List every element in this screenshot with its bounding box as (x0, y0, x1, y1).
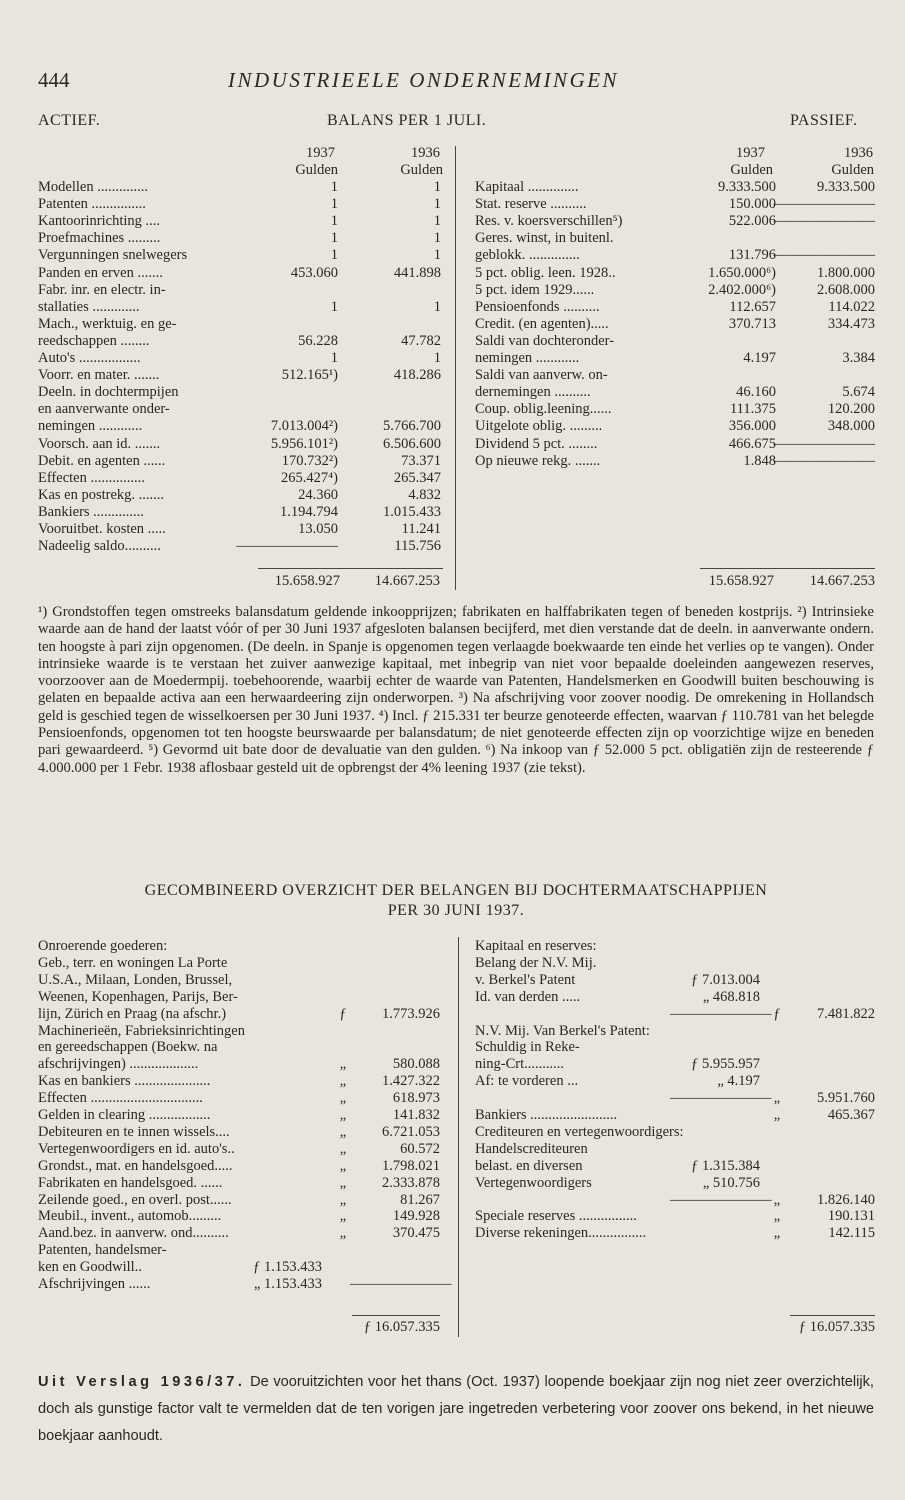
combined-left-row (0, 1242, 905, 1259)
combined-divider (458, 937, 459, 1337)
passief-row-label: Res. v. koersverschillen⁵) (475, 213, 623, 230)
actief-row-label: Auto's ................. (38, 350, 141, 366)
combined-left-label: Gelden in clearing ................. (38, 1107, 211, 1123)
actief-row-1936: 4.832 (408, 486, 441, 503)
combined-right-row (0, 1208, 905, 1225)
passief-row-1937: 111.375 (729, 401, 776, 418)
passief-row-1936: 5.674 (842, 384, 875, 401)
combined-right-row (0, 1192, 905, 1209)
combined-left-label: Meubil., invent., automob......... (38, 1208, 222, 1225)
report-heading: Uit Verslag 1936/37. (38, 1374, 246, 1390)
combined-right-label: Kapitaal en reserves: (475, 938, 597, 954)
actief-row-1936: 1 (433, 298, 441, 315)
actief-row-1937: ——————— (236, 538, 338, 555)
passief-row-1937: 466.675 (728, 435, 776, 452)
combined-right-row (0, 1107, 905, 1124)
balance-unit-header (0, 162, 905, 179)
combined-right-subamount: „ 4.197 (717, 1073, 760, 1090)
combined-right-row (0, 1006, 905, 1023)
passief-row-1937: 370.713 (728, 315, 776, 332)
passief-row-label: geblokk. .............. (475, 247, 580, 264)
combined-left-amount: 1.427.322 (382, 1073, 440, 1090)
actief-row-1936: 1 (433, 230, 441, 247)
actief-row-1936: 1 (433, 350, 441, 366)
combined-left-label: Kas en bankiers ..................... (38, 1073, 211, 1090)
combined-left-amount: 81.267 (400, 1191, 440, 1208)
passief-row (0, 436, 905, 453)
combined-right-currency: „ (773, 1191, 781, 1208)
combined-left-label: en gereedschappen (Boekw. na (38, 1039, 218, 1056)
combined-right-amount: 142.115 (828, 1225, 875, 1242)
combined-left-amount: 370.475 (392, 1225, 440, 1242)
combined-left-currency: „ (339, 1208, 347, 1225)
combined-right-amount: 1.826.140 (817, 1191, 875, 1208)
actief-row-1936: 441.898 (393, 264, 441, 281)
actief-row-1937: 1 (330, 179, 338, 195)
combined-right-subamount: ƒ 7.013.004 (691, 971, 760, 988)
passief-row (0, 367, 905, 384)
actief-row-1937: 512.165¹) (281, 367, 338, 384)
actief-row (0, 470, 905, 487)
actief-row-label: Mach., werktuig. en ge- (38, 315, 177, 332)
passief-total-1937: 15.658.927 (708, 573, 774, 589)
combined-left-label: U.S.A., Milaan, Londen, Brussel, (38, 971, 233, 988)
combined-left-currency: „ (339, 1191, 347, 1208)
passief-row (0, 350, 905, 367)
combined-title: GECOMBINEERD OVERZICHT DER BELANGEN BIJ DOCHTERMAATSCHAPPIJEN (144, 882, 768, 899)
actief-row-label: Deeln. in dochtermpijen (38, 384, 179, 401)
combined-right-row (0, 1225, 905, 1242)
combined-left-label: Weenen, Kopenhagen, Parijs, Ber- (38, 988, 238, 1005)
passief-year-1937: 1937 (736, 145, 765, 161)
combined-left-label: Zeilende goed., en overl. post...... (38, 1191, 232, 1208)
report-text: De vooruitzichten voor het thans (Oct. 1937) loopende boekjaar zijn nog niet zeer overzichtelijk, doch als gunstige factor valt te vermelden dat de ten vorigen jare ingetreden verbetering voor zoover ons bekend, in het nieuwe boekjaar aanhoudt. (38, 1374, 874, 1444)
actief-row-label: en aanverwante onder- (38, 401, 170, 418)
combined-right-label: Handelscrediteuren (475, 1140, 588, 1157)
combined-right-label: Speciale reserves ................ (475, 1208, 637, 1225)
passief-row-1937: 1.848 (743, 452, 776, 469)
combined-left-currency: „ (339, 1174, 347, 1191)
combined-right-row (0, 1073, 905, 1090)
passief-row-1936: ——————— (773, 247, 875, 264)
combined-right-amount: 190.131 (827, 1208, 875, 1225)
combined-left-amount: 149.928 (392, 1208, 440, 1225)
actief-row-1936: 1 (433, 196, 441, 213)
combined-left-amount: ——————— (350, 1276, 452, 1292)
actief-row-label: Kantoorinrichting .... (38, 213, 161, 230)
passief-row (0, 282, 905, 299)
actief-row-1936: 418.286 (393, 367, 441, 384)
combined-left-label: ken en Goodwill.. (38, 1259, 142, 1276)
actief-row-1936: 5.766.700 (383, 418, 441, 435)
actief-row-1937: 13.050 (298, 521, 338, 537)
combined-left-subamount: ƒ 1.153.433 (253, 1259, 322, 1276)
combined-right-row (0, 955, 905, 972)
passief-row (0, 247, 905, 264)
balance-year-header (0, 145, 905, 162)
actief-row-label: Vooruitbet. kosten ..... (38, 521, 166, 537)
combined-left-label: afschrijvingen) ................... (38, 1056, 199, 1073)
passief-row (0, 316, 905, 333)
actief-row-1936: 1 (433, 247, 441, 264)
passief-row-label: Pensioenfonds .......... (475, 298, 600, 315)
combined-left-label: Patenten, handelsmer- (38, 1242, 167, 1259)
actief-row-1937: 56.228 (298, 332, 338, 349)
combined-right-subamount: „ 510.756 (702, 1174, 760, 1191)
combined-left-amount: 60.572 (400, 1140, 440, 1157)
actief-row-label: nemingen ............ (38, 418, 143, 435)
combined-left-label: Aand.bez. in aanverw. ond.......... (38, 1225, 229, 1242)
passief-row (0, 179, 905, 196)
actief-row-label: Debit. en agenten ...... (38, 452, 166, 469)
combined-left-amount: 1.773.926 (382, 1005, 440, 1022)
combined-left-label: Vertegenwoordigers en id. auto's.. (38, 1140, 235, 1157)
combined-left-label: Fabrikaten en handelsgoed. ...... (38, 1174, 223, 1191)
passief-row-1936: 9.333.500 (817, 179, 875, 195)
passief-row-1937: 150.000 (728, 196, 776, 213)
passief-total-1936: 14.667.253 (809, 573, 875, 589)
passief-row-label: Credit. (en agenten)..... (475, 315, 609, 332)
passief-row-1936: 1.800.000 (817, 264, 875, 281)
passief-row-1937: 1.650.000⁶) (708, 264, 776, 281)
combined-right-subamount: ƒ 1.315.384 (691, 1157, 760, 1174)
passief-row-label: dernemingen .......... (475, 384, 591, 401)
combined-left-subamount: „ 1.153.433 (253, 1276, 322, 1292)
combined-left-currency: „ (339, 1157, 347, 1174)
actief-row-1937: 265.427⁴) (280, 469, 338, 486)
passief-row (0, 401, 905, 418)
combined-right-row (0, 972, 905, 989)
passief-row-1937: 131.796 (728, 247, 776, 264)
passief-row-label: Kapitaal .............. (475, 179, 579, 195)
combined-right-subamount: „ 468.818 (702, 988, 760, 1005)
combined-totals (0, 1319, 905, 1336)
combined-right-row (0, 1158, 905, 1175)
combined-left-currency: „ (339, 1056, 347, 1073)
actief-row-label: Kas en postrekg. ....... (38, 486, 165, 503)
actief-row-1937: 170.732²) (281, 452, 338, 469)
combined-right-label: belast. en diversen (475, 1157, 583, 1174)
combined-right-amount: 5.951.760 (817, 1090, 875, 1107)
actief-row-1936: 1 (433, 179, 441, 195)
actief-row-1937: 1 (330, 230, 338, 247)
passief-unit-1937: Gulden (730, 162, 773, 178)
actief-row-label: Fabr. inr. en electr. in- (38, 281, 166, 298)
combined-left-amount: 2.333.878 (382, 1174, 440, 1191)
combined-left-currency: „ (339, 1225, 347, 1242)
passief-row-label: Coup. oblig.leening...... (475, 401, 612, 418)
combined-left-amount: 1.798.021 (382, 1157, 440, 1174)
passief-row (0, 230, 905, 247)
actief-row-1937: 5.956.101²) (270, 435, 338, 452)
combined-right-currency: „ (773, 1090, 781, 1107)
actief-row (0, 521, 905, 538)
combined-left-currency: „ (339, 1123, 347, 1140)
combined-subtitle: PER 30 JUNI 1937. (387, 902, 525, 919)
actief-row-label: Proefmachines ......... (38, 230, 161, 247)
combined-left-amount: 6.721.053 (382, 1123, 440, 1140)
passief-row-label: 5 pct. oblig. leen. 1928.. (475, 264, 616, 281)
combined-left-currency: „ (339, 1073, 347, 1090)
actief-total-1936: 14.667.253 (374, 573, 440, 589)
passief-row-1937: 112.657 (729, 298, 776, 315)
combined-right-row (0, 1023, 905, 1040)
actief-row-1937: 24.360 (298, 486, 338, 503)
combined-right-label: Id. van derden ..... (475, 988, 581, 1005)
passief-row-1936: ——————— (773, 213, 875, 230)
actief-row-label: Bankiers .............. (38, 503, 144, 520)
passief-year-1936: 1936 (844, 145, 873, 161)
passief-row-1936: ——————— (773, 452, 875, 469)
combined-left-row (0, 1259, 905, 1276)
actief-row-label: Nadeelig saldo.......... (38, 538, 161, 555)
passief-row-label: Saldi van aanverw. on- (475, 367, 608, 384)
actief-row-1937: 1 (330, 196, 338, 213)
actief-row-1936: 115.756 (394, 538, 441, 555)
combined-right-row (0, 1090, 905, 1107)
combined-right-label: Af: te vorderen ... (475, 1073, 579, 1090)
actief-row-label: reedschappen ........ (38, 332, 150, 349)
actief-row-1936: 1 (433, 213, 441, 230)
combined-right-label: Schuldig in Reke- (475, 1039, 580, 1056)
actief-row-1936: 6.506.600 (383, 435, 441, 452)
actief-row-1936: 11.241 (401, 521, 441, 537)
passief-row-1936: 114.022 (828, 298, 875, 315)
passief-row-1936: ——————— (773, 196, 875, 213)
combined-right-currency: „ (773, 1107, 781, 1123)
combined-right-amount: 465.367 (827, 1107, 875, 1123)
combined-left-row (0, 1276, 905, 1293)
passief-row-1937: 4.197 (743, 350, 776, 366)
passief-row-label: nemingen ............ (475, 350, 580, 366)
passief-row-label: Geres. winst, in buitenl. (475, 230, 614, 247)
combined-total-left: ƒ 16.057.335 (363, 1319, 440, 1335)
footnotes: ¹) Grondstoffen tegen omstreeks balansdatum geldende inkoopprijzen; fabrikaten en halffabrikaten tegen of beneden kostprijs. ²) Intrinsieke waarde aan de hand der laatst vóór of per 30 Juni 1937 afgesloten balansen becijferd, met dien verstande dat de deeln. in aanverwante ondern. ten hoogste à pari zijn opgenomen. (De deeln. in Spanje is opgenomen tegen verlaagde boekwaarde ten einde het verlies op te vangen). Onder intrinsieke waarde is te verstaan het zuiver aanwezige kapitaal, met inbegrip van niet voor bepaalde doeleinden aangewezen reserves, voorzoover aan de Moedermpij. toebehoorende, waarbij echter de waarde van Patenten, Handelsmerken en Goodwill buiten beschouwing is gelaten en bepaalde activa aan een herwaardeering zijn onderworpen. ³) Na afschrijving voor zoover noodig. De omrekening in Hollandsch geld is geschied tegen de wisselkoersen per 30 Juni 1937. ⁴) Incl. ƒ 215.331 ter beurze genoteerde effecten, waarvan ƒ 110.781 van het belegde Pensioenfonds, opgenomen tot ten hoogste beurswaarde per balansdatum; de niet genoteerde effecten zijn op voorzichtige wijze en beneden pari gewaardeerd. ⁵) Gevormd uit bate door de devaluatie van den gulden. ⁶) Na inkoop van ƒ 52.000 5 pct. obligatiën zijn de resteerende ƒ 4.000.000 per 1 Febr. 1938 aflosbaar gesteld uit de opbrengst der 4% leening 1937 (zie tekst). (38, 604, 874, 776)
combined-right-row (0, 1056, 905, 1073)
passief-row-1937: 356.000 (728, 418, 776, 435)
page-title: INDUSTRIEELE ONDERNEMINGEN (228, 68, 620, 92)
actief-row (0, 538, 905, 555)
passief-row-1936: ——————— (773, 435, 875, 452)
actief-row-1937: 1 (330, 213, 338, 230)
passief-row-1937: 9.333.500 (718, 179, 776, 195)
combined-left-label: Grondst., mat. en handelsgoed..... (38, 1157, 233, 1174)
combined-right-label: Belang der N.V. Mij. (475, 954, 597, 971)
combined-right-row (0, 989, 905, 1006)
passief-row (0, 265, 905, 282)
combined-right-row (0, 1039, 905, 1056)
actief-row-1937: 1 (330, 298, 338, 315)
actief-row-1937: 453.060 (290, 264, 338, 281)
passief-row (0, 213, 905, 230)
actief-row-label: stallaties ............. (38, 298, 140, 315)
passief-row-1937: 522.006 (728, 213, 776, 230)
actief-row-label: Voorsch. aan id. ....... (38, 435, 161, 452)
combined-right-label: v. Berkel's Patent (475, 971, 576, 988)
passief-row-1937: 46.160 (736, 384, 776, 401)
combined-right-subamount: ——————— (670, 1090, 772, 1107)
passief-row-1936: 120.200 (827, 401, 875, 418)
combined-right-label: Vertegenwoordigers (475, 1174, 592, 1191)
passief-row-label: Op nieuwe rekg. ....... (475, 452, 601, 469)
page-number: 444 (38, 68, 70, 92)
actief-row-1936: 47.782 (401, 332, 441, 349)
actief-row-1936: 73.371 (401, 452, 441, 469)
combined-left-label: lijn, Zürich en Praag (na afschr.) (38, 1005, 227, 1022)
combined-left-label: Effecten ............................... (38, 1090, 203, 1107)
actief-row-1937: 7.013.004²) (270, 418, 338, 435)
actief-row-label: Modellen .............. (38, 179, 148, 195)
combined-left-amount: 141.832 (392, 1107, 440, 1123)
combined-left-rule (352, 1315, 440, 1316)
combined-right-row (0, 1141, 905, 1158)
actief-row-1937: 1 (330, 350, 338, 366)
report-paragraph (38, 1369, 874, 1450)
combined-left-currency: „ (339, 1107, 347, 1123)
passief-row-label: 5 pct. idem 1929...... (475, 281, 595, 298)
combined-total-right: ƒ 16.057.335 (798, 1319, 875, 1335)
balance-caption: BALANS PER 1 JULI. (327, 112, 487, 129)
combined-right-currency: „ (773, 1225, 781, 1242)
passief-row-1936: 3.384 (842, 350, 875, 366)
combined-left-label: Machinerieën, Fabrieksinrichtingen (38, 1022, 245, 1039)
passief-row (0, 333, 905, 350)
actief-year-1937: 1937 (306, 145, 335, 161)
actief-total-1937: 15.658.927 (274, 573, 340, 589)
combined-left-label: Debiteuren en te innen wissels.... (38, 1123, 230, 1140)
combined-right-row (0, 1175, 905, 1192)
passief-row (0, 418, 905, 435)
passief-row-1937: 2.402.000⁶) (708, 281, 776, 298)
combined-right-amount: 7.481.822 (817, 1005, 875, 1022)
combined-left-currency: „ (339, 1090, 347, 1107)
passief-row (0, 453, 905, 470)
passief-row (0, 384, 905, 401)
actief-unit-1937: Gulden (295, 162, 338, 178)
actief-row-1936: 265.347 (393, 469, 441, 486)
actief-row-1937: 1.194.794 (280, 503, 338, 520)
passief-row-label: Dividend 5 pct. ........ (475, 435, 598, 452)
combined-left-label: Onroerende goederen: (38, 938, 168, 954)
passief-row-label: Stat. reserve .......... (475, 196, 587, 213)
passief-row-1936: 2.608.000 (817, 281, 875, 298)
actief-row-1937: 1 (330, 247, 338, 264)
combined-right-label: Bankiers ........................ (475, 1107, 618, 1123)
actief-caption: ACTIEF. (38, 112, 101, 129)
combined-right-subamount: ——————— (670, 1191, 772, 1208)
balance-divider (455, 146, 456, 590)
combined-left-label: Afschrijvingen ...... (38, 1276, 151, 1292)
combined-left-currency: „ (339, 1140, 347, 1157)
combined-left-label: Geb., terr. en woningen La Porte (38, 954, 228, 971)
passief-total-rule (700, 568, 875, 569)
actief-row-label: Panden en erven ....... (38, 264, 163, 281)
passief-row-1936: 334.473 (827, 315, 875, 332)
passief-unit-1936: Gulden (831, 162, 874, 178)
actief-row-label: Effecten ............... (38, 469, 145, 486)
actief-unit-1936: Gulden (400, 162, 443, 178)
combined-right-row (0, 1124, 905, 1141)
actief-row (0, 487, 905, 504)
balance-totals (0, 573, 905, 590)
actief-total-rule (258, 568, 443, 569)
passief-row (0, 196, 905, 213)
actief-row-label: Voorr. en mater. ....... (38, 367, 160, 384)
combined-left-currency: ƒ (339, 1005, 347, 1022)
combined-right-label: Crediteuren en vertegenwoordigers: (475, 1123, 684, 1140)
combined-right-row (0, 938, 905, 955)
combined-right-subamount: ——————— (670, 1005, 772, 1022)
passief-row-label: Saldi van dochteronder- (475, 332, 615, 349)
combined-right-currency: „ (773, 1208, 781, 1225)
passief-row-label: Uitgelote oblig. ......... (475, 418, 603, 435)
combined-right-label: ning-Crt........... (475, 1056, 565, 1073)
actief-row-1936: 1.015.433 (383, 503, 441, 520)
actief-row-label: Patenten ............... (38, 196, 146, 213)
passief-caption: PASSIEF. (790, 112, 858, 129)
combined-left-amount: 580.088 (392, 1056, 440, 1073)
combined-left-amount: 618.973 (392, 1090, 440, 1107)
actief-row (0, 504, 905, 521)
passief-row-1936: 348.000 (827, 418, 875, 435)
actief-year-1936: 1936 (411, 145, 440, 161)
combined-right-currency: ƒ (773, 1005, 781, 1022)
combined-right-label: N.V. Mij. Van Berkel's Patent: (475, 1022, 650, 1039)
actief-row-label: Vergunningen snelwegers (38, 247, 188, 264)
passief-row (0, 299, 905, 316)
combined-right-rule (790, 1315, 875, 1316)
combined-right-label: Diverse rekeningen................ (475, 1225, 647, 1242)
combined-right-subamount: ƒ 5.955.957 (691, 1056, 760, 1073)
